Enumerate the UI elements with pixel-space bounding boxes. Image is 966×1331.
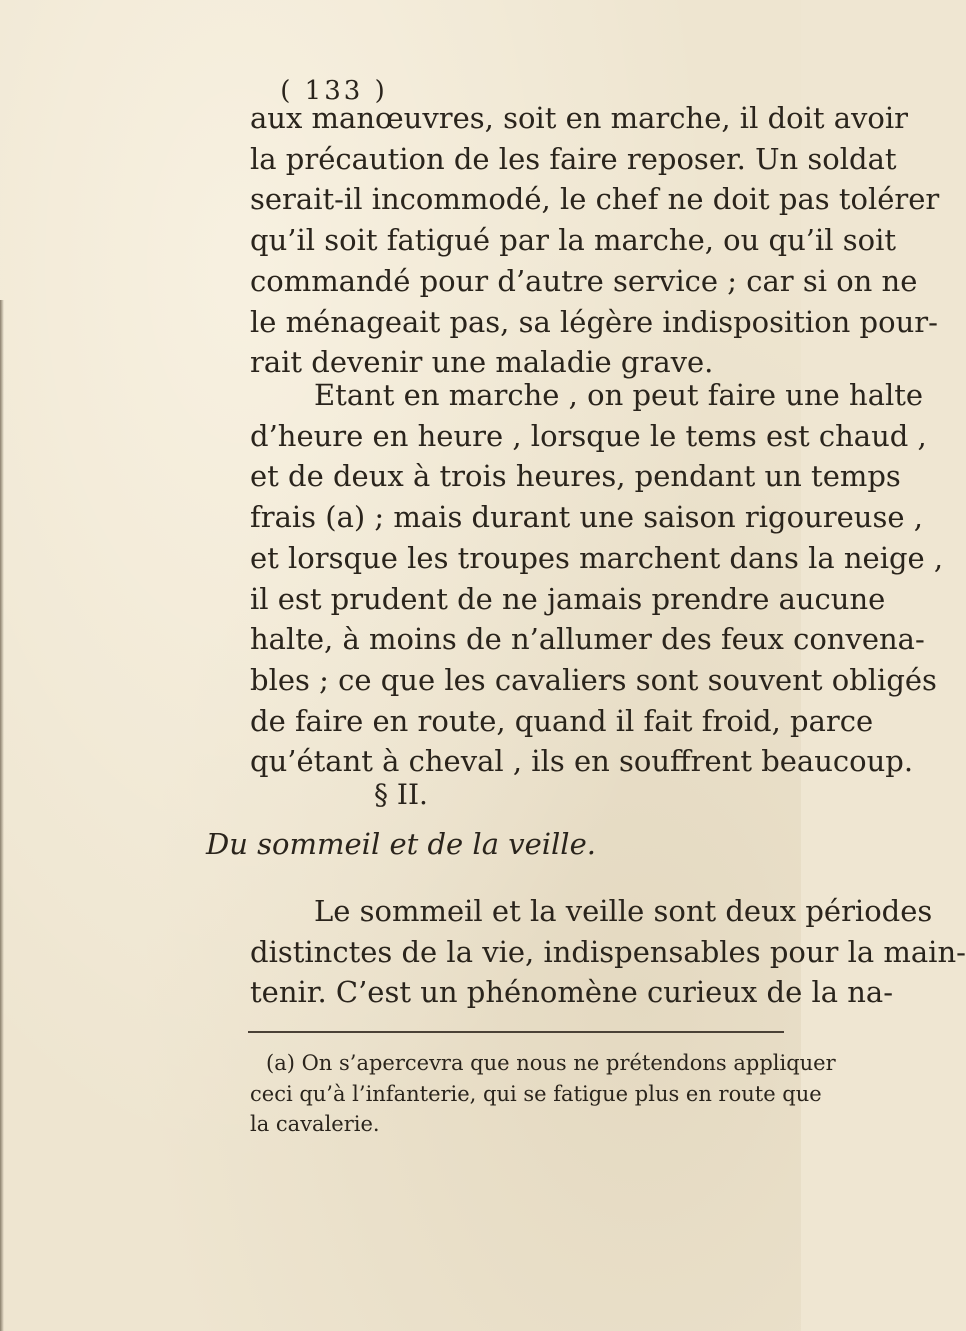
text-line: et de deux à trois heures, pendant un temps: [250, 459, 901, 494]
text-line: bles ; ce que les cavaliers sont souvent obligés: [250, 662, 937, 697]
text-line: qu’étant à cheval , ils en souffrent beaucoup.: [250, 744, 914, 779]
text-line: de faire en route, quand il fait froid, parce: [250, 703, 874, 738]
text-line: aux manœuvres, soit en marche, il doit avoir: [250, 101, 909, 135]
text-line: frais (a) ; mais durant une saison rigoureuse ,: [250, 500, 923, 535]
text-line: qu’il soit fatigué par la marche, ou qu’il soit: [250, 223, 897, 258]
text-line: commandé pour d’autre service ; car si on ne: [250, 263, 918, 298]
text-line: Etant en marche , on peut faire une halte: [314, 378, 924, 412]
page-binding-shadow: [0, 300, 4, 1331]
section-number: § II.: [374, 778, 428, 811]
text-line: Le sommeil et la veille sont deux périodes: [314, 894, 933, 928]
paragraph-1: [250, 98, 940, 383]
text-line: il est prudent de ne jamais prendre aucune: [250, 581, 886, 616]
section-title: Du sommeil et de la veille.: [206, 827, 596, 861]
page-number: ( 133 ): [280, 76, 388, 106]
text-line: d’heure en heure , lorsque le tems est chaud ,: [250, 418, 927, 453]
paragraph-2: [250, 375, 944, 782]
text-line: distinctes de la vie, indispensables pour la main-: [250, 934, 966, 969]
footnote-line: la cavalerie.: [250, 1112, 380, 1136]
footnote: [250, 1048, 836, 1140]
text-line: le ménageait pas, sa légère indisposition pour-: [250, 304, 938, 339]
text-line: et lorsque les troupes marchent dans la neige ,: [250, 540, 944, 575]
text-line: tenir. C’est un phénomène curieux de la na-: [250, 975, 893, 1010]
footnote-line: ceci qu’à l’infanterie, qui se fatigue plus en route que: [250, 1081, 822, 1106]
text-line: serait-il incommodé, le chef ne doit pas tolérer: [250, 182, 940, 217]
text-line: halte, à moins de n’allumer des feux convena-: [250, 622, 925, 657]
text-line: la précaution de les faire reposer. Un soldat: [250, 141, 897, 176]
paragraph-3: [250, 891, 966, 1013]
footnote-line: (a) On s’apercevra que nous ne prétendons appliquer: [266, 1051, 836, 1075]
text-line: rait devenir une maladie grave.: [250, 345, 714, 380]
footnote-divider: [248, 1031, 784, 1033]
